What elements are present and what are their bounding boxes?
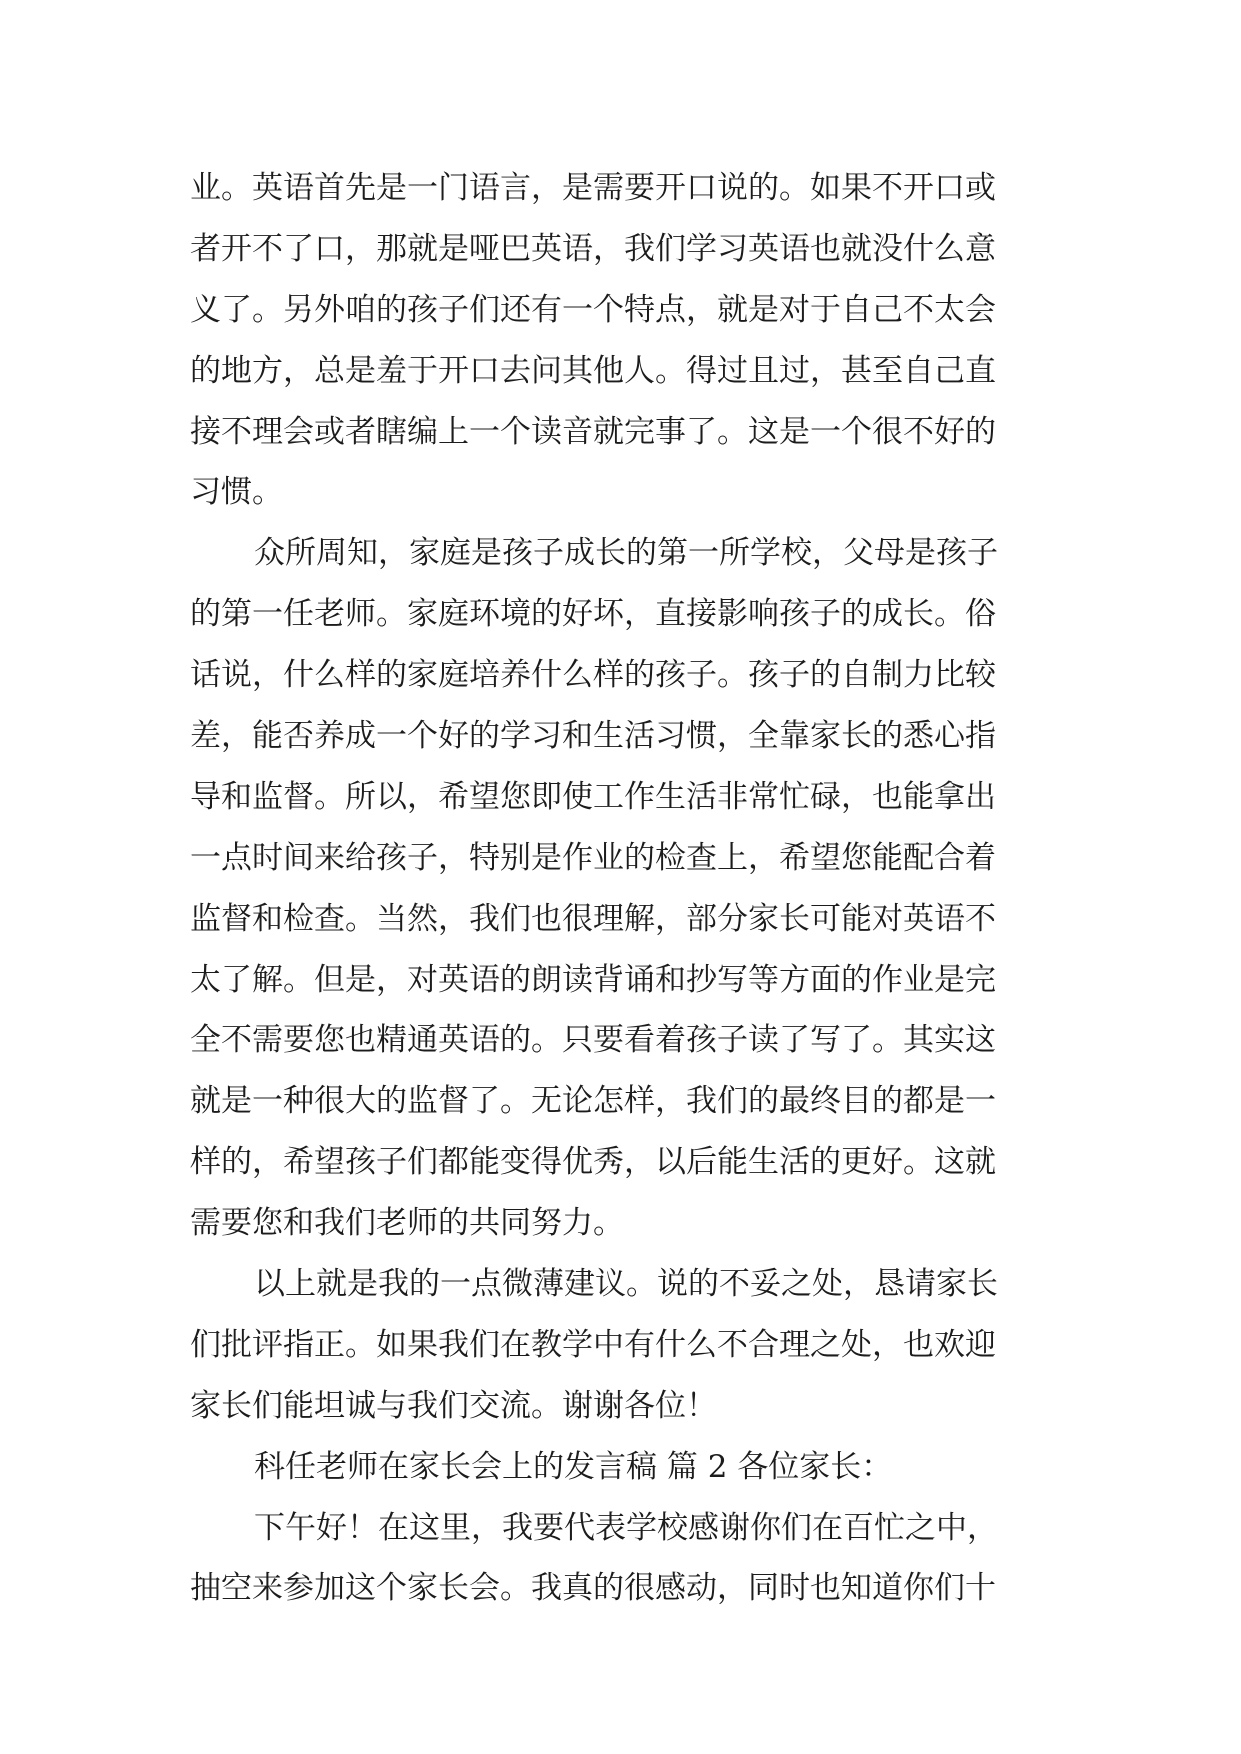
section-heading: 科任老师在家长会上的发言稿 篇 2 各位家长：: [254, 1448, 893, 1485]
text-line: 一点时间来给孩子，特别是作业的检查上，希望您能配合着: [190, 839, 996, 876]
text-line: 监督和检查。当然，我们也很理解，部分家长可能对英语不: [190, 900, 996, 937]
text-line: 太了解。但是，对英语的朗读背诵和抄写等方面的作业是完: [190, 961, 996, 998]
text-line: 导和监督。所以，希望您即使工作生活非常忙碌，也能拿出: [190, 778, 996, 815]
text-line: 话说，什么样的家庭培养什么样的孩子。孩子的自制力比较: [190, 657, 996, 694]
text-line: 们批评指正。如果我们在教学中有什么不合理之处，也欢迎: [190, 1326, 996, 1363]
paragraph-first-line: 众所周知，家庭是孩子成长的第一所学校，父母是孩子: [254, 535, 998, 572]
text-line: 义了。另外咱的孩子们还有一个特点，就是对于自己不太会: [190, 291, 996, 328]
text-line: 业。英语首先是一门语言，是需要开口说的。如果不开口或: [190, 170, 996, 206]
text-line: 习惯。: [190, 474, 283, 511]
text-line: 全不需要您也精通英语的。只要看着孩子读了写了。其实这: [190, 1022, 996, 1059]
text-line: 的第一任老师。家庭环境的好坏，直接影响孩子的成长。俗: [190, 596, 996, 633]
paragraph-first-line: 下午好！在这里，我要代表学校感谢你们在百忙之中，: [254, 1509, 998, 1546]
text-line: 需要您和我们老师的共同努力。: [190, 1205, 624, 1242]
text-line: 抽空来参加这个家长会。我真的很感动，同时也知道你们十: [190, 1570, 996, 1607]
text-line: 样的，希望孩子们都能变得优秀，以后能生活的更好。这就: [190, 1144, 996, 1181]
text-line: 家长们能坦诚与我们交流。谢谢各位！: [190, 1387, 717, 1424]
text-line: 接不理会或者瞎编上一个读音就完事了。这是一个很不好的: [190, 413, 996, 450]
text-line: 的地方，总是羞于开口去问其他人。得过且过，甚至自己直: [190, 352, 996, 389]
text-line: 差，能否养成一个好的学习和生活习惯，全靠家长的悉心指: [190, 718, 996, 755]
text-line: 者开不了口，那就是哑巴英语，我们学习英语也就没什么意: [190, 230, 996, 267]
text-line: 就是一种很大的监督了。无论怎样，我们的最终目的都是一: [190, 1083, 996, 1120]
document-body: [190, 158, 1070, 1619]
paragraph-first-line: 以上就是我的一点微薄建议。说的不妥之处，恳请家长: [254, 1266, 998, 1303]
